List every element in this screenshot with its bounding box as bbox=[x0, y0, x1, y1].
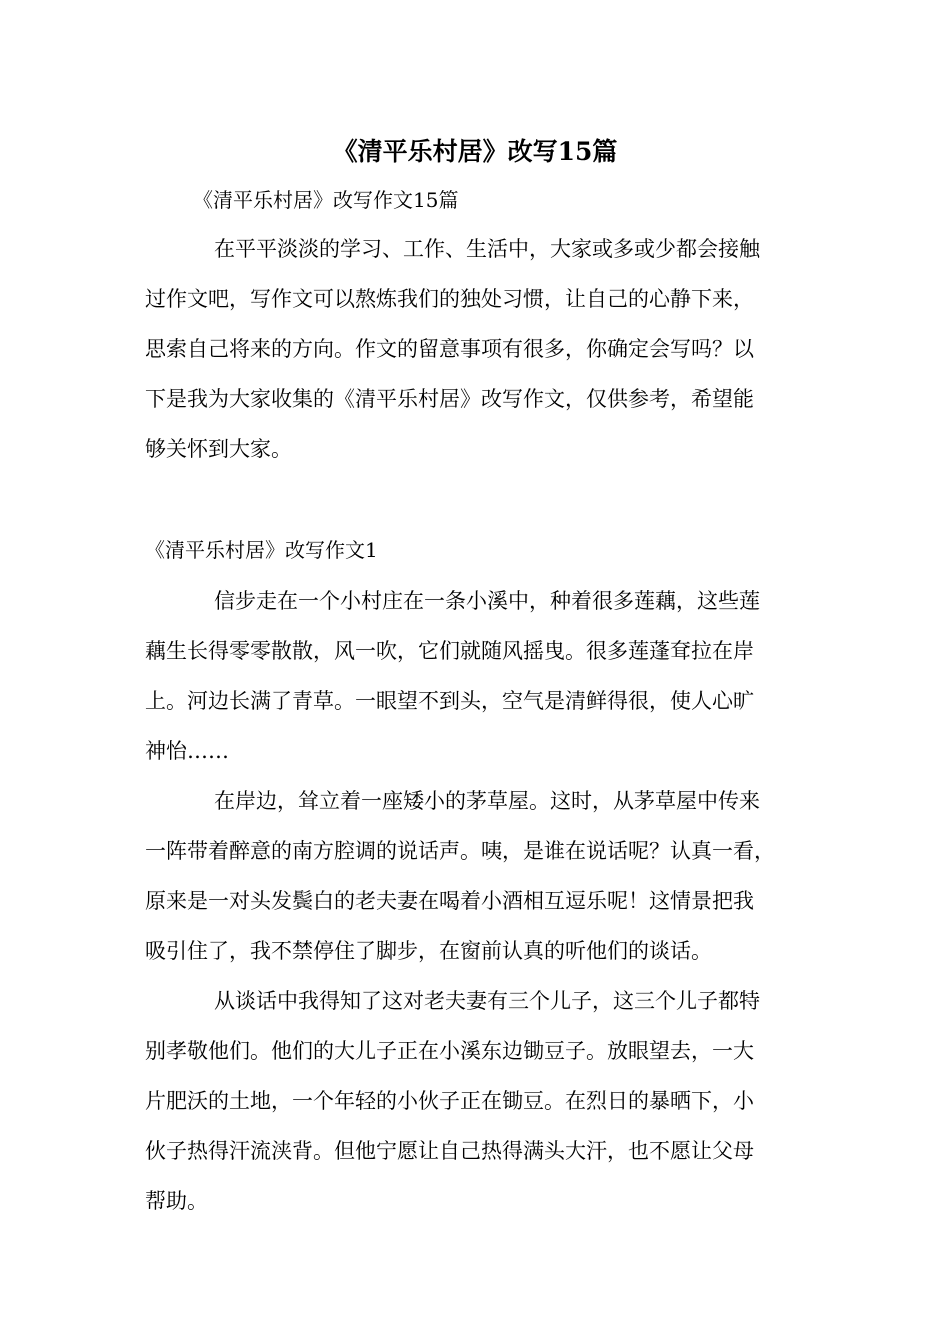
paragraph-line: 一阵带着醉意的南方腔调的说话声。咦，是谁在说话呢？认真一看， bbox=[145, 839, 775, 863]
paragraph-line: 过作文吧，写作文可以熬炼我们的独处习惯，让自己的心静下来， bbox=[145, 287, 754, 311]
paragraph-line: 神怡…… bbox=[145, 739, 229, 763]
paragraph-line: 够关怀到大家。 bbox=[145, 437, 292, 461]
body-paragraph-3 bbox=[145, 976, 805, 1226]
paragraph-line: 信步走在一个小村庄在一条小溪中，种着很多莲藕，这些莲 bbox=[214, 589, 760, 613]
paragraph-line: 帮助。 bbox=[145, 1189, 208, 1213]
paragraph-line: 在平平淡淡的学习、工作、生活中，大家或多或少都会接触 bbox=[214, 237, 760, 261]
paragraph-line: 吸引住了，我不禁停住了脚步，在窗前认真的听他们的谈话。 bbox=[145, 939, 712, 963]
document-title: 《清平乐村居》改写15篇 bbox=[332, 137, 618, 166]
paragraph-line: 片肥沃的土地，一个年轻的小伙子正在锄豆。在烈日的暴晒下，小 bbox=[145, 1089, 754, 1113]
paragraph-line: 别孝敬他们。他们的大儿子正在小溪东边锄豆子。放眼望去，一大 bbox=[145, 1039, 754, 1063]
document-subtitle: 《清平乐村居》改写作文15篇 bbox=[193, 188, 459, 212]
paragraph-line: 原来是一对头发鬓白的老夫妻在喝着小酒相互逗乐呢！这情景把我 bbox=[145, 889, 754, 913]
intro-paragraph bbox=[145, 224, 805, 474]
section-title: 《清平乐村居》改写作文1 bbox=[145, 538, 378, 562]
paragraph-line: 思索自己将来的方向。作文的留意事项有很多，你确定会写吗？以 bbox=[145, 337, 754, 361]
paragraph-line: 上。河边长满了青草。一眼望不到头，空气是清鲜得很，使人心旷 bbox=[145, 689, 754, 713]
paragraph-line: 在岸边，耸立着一座矮小的茅草屋。这时，从茅草屋中传来 bbox=[214, 789, 760, 813]
paragraph-line: 下是我为大家收集的《清平乐村居》改写作文，仅供参考，希望能 bbox=[145, 387, 754, 411]
paragraph-line: 从谈话中我得知了这对老夫妻有三个儿子，这三个儿子都特 bbox=[214, 989, 760, 1013]
paragraph-line: 藕生长得零零散散，风一吹，它们就随风摇曳。很多莲蓬耷拉在岸 bbox=[145, 639, 754, 663]
body-paragraph-2 bbox=[145, 776, 805, 976]
paragraph-line: 伙子热得汗流浃背。但他宁愿让自己热得满头大汗，也不愿让父母 bbox=[145, 1139, 754, 1163]
body-paragraph-1 bbox=[145, 576, 805, 776]
